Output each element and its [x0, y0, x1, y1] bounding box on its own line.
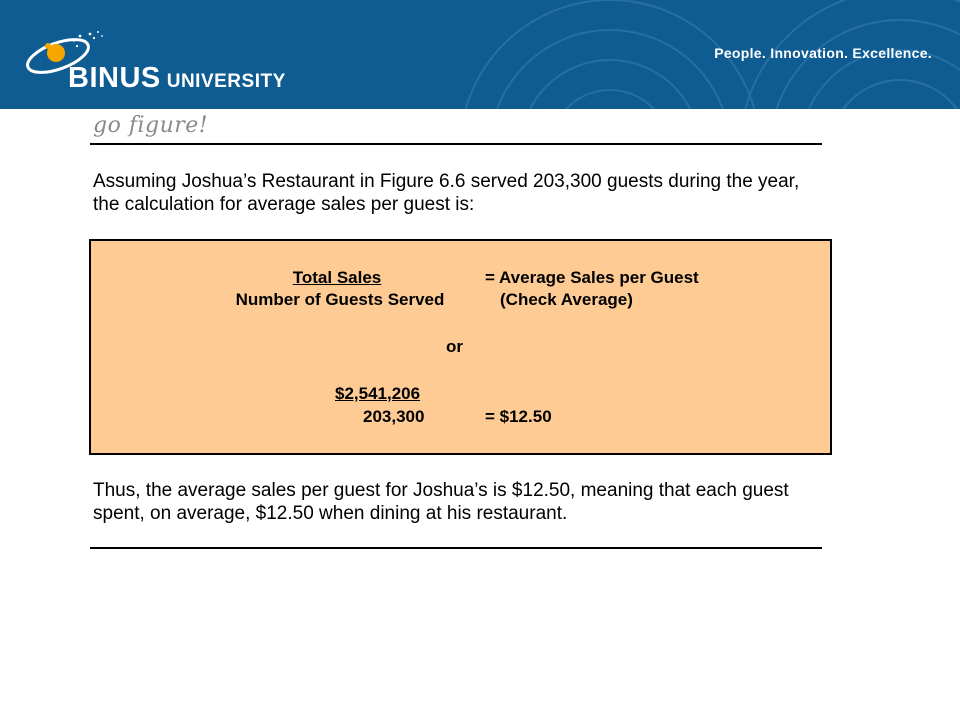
- binus-logo: [22, 22, 286, 102]
- top-divider: [90, 143, 822, 145]
- formula-equals-label: = Average Sales per Guest: [485, 268, 699, 287]
- logo-main-text: BINUS: [68, 62, 161, 94]
- formula-equals-sublabel: (Check Average): [500, 290, 633, 309]
- bottom-divider: [90, 547, 822, 549]
- intro-paragraph: Assuming Joshua’s Restaurant in Figure 6.6 served 203,300 guests during the year, the calculation for average sales per guest is:: [93, 171, 800, 215]
- formula-or-text: or: [446, 337, 463, 356]
- formula-numerator-value: $2,541,206: [335, 384, 421, 403]
- formula-denominator-value: 203,300: [363, 407, 425, 426]
- slide-header: [0, 0, 960, 109]
- conclusion-paragraph: Thus, the average sales per guest for Joshua’s is $12.50, meaning that each guest spent, on average, $12.50 when dining at his restaurant.: [93, 480, 789, 524]
- logo-sub-text: UNIVERSITY: [166, 71, 286, 92]
- logo-text: [68, 62, 286, 95]
- formula-numerator-label: Total Sales: [292, 268, 382, 287]
- formula-denominator-label: Number of Guests Served: [235, 290, 445, 309]
- formula-box: [89, 239, 832, 455]
- formula-result: = $12.50: [485, 407, 552, 426]
- header-tagline: People. Innovation. Excellence.: [714, 45, 932, 61]
- section-label: go figure!: [93, 113, 209, 138]
